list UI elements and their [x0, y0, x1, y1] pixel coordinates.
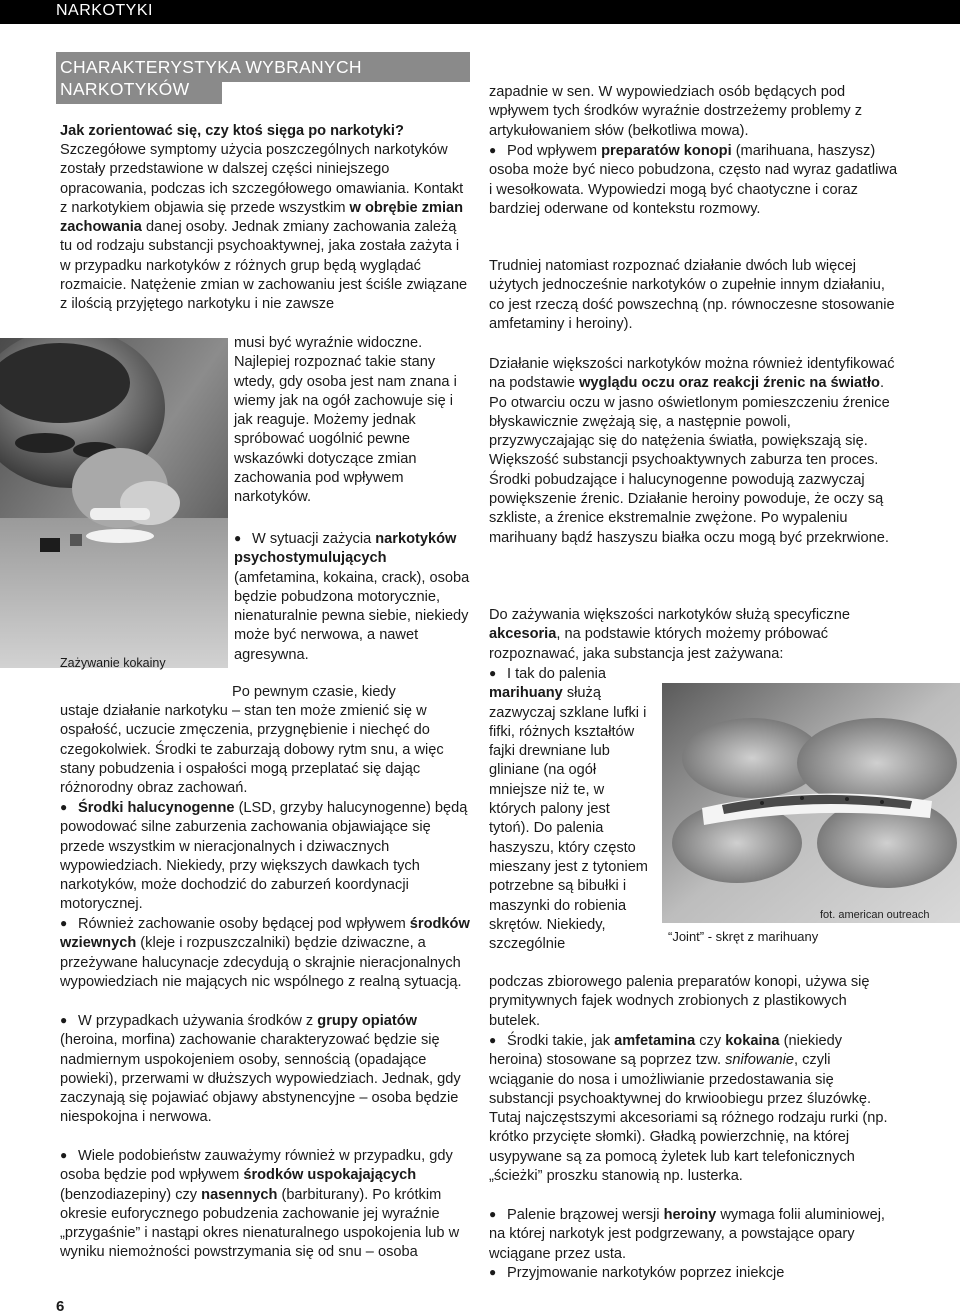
- left-bullet-stimulants: ● W sytuacji zażycia narkotyków psychostymulujących (amfetamina, kokaina, crack), osoba będzie pobudzona motorycznie, nienaturalnie pewna siebie, niekiedy może być nerwowa, a nawet agresywna.: [234, 531, 470, 663]
- left-bullet-inhalants: ● Również zachowanie osoby będącej pod wpływem środków wziewnych (kleje i rozpuszczalniki) będzie dziwaczne, a przeżywane halucynacje zdecydują o skrajnie nieracjonalnych wypowiedziach nie mających nic wspólnego z realną sytuacją.: [60, 916, 470, 990]
- running-header: [0, 0, 960, 24]
- bullet-icon: ●: [489, 1265, 497, 1279]
- left-paragraph-1-continued: musi być wyraźnie widoczne. Najlepiej rozpoznać takie stany wtedy, gdy osoba jest nam znana i wiemy jak na ogół zachowuje się i jak reaguje. Możemy jednak spróbować uogólnić pewne wskazówki dotyczące zmian zachowania pod wpływem narkotyków.: [234, 335, 457, 506]
- bullet-icon: ●: [60, 800, 68, 814]
- left-bullet-hallucinogens: ● Środki halucynogenne (LSD, grzyby halucynogenne) będą powodować silne zaburzenia zachowania objawiające się przede wszystkim w nieracjonalnych i dziwacznych wypowiedziach. Niekiedy, przy większych dawkach tych narkotyków, może dochodzić do zaburzeń koordynacji motorycznej.: [60, 800, 468, 913]
- right-bullet-heroin: ● Palenie brązowej wersji heroiny wymaga folii aluminiowej, na której narkotyk jest podgrzewany, a powstające opary wciągane przez usta.: [489, 1207, 885, 1262]
- right-bullet-injection: ● Przyjmowanie narkotyków poprzez iniekcje: [489, 1265, 785, 1281]
- right-paragraph-2: Trudniej natomiast rozpoznać działanie dwóch lub więcej użytych jednocześnie narkotyków o zupełnie innym działaniu, co jest rzeczą dość powszechną (np. równoczesne stosowanie amfetaminy i heroiny).: [489, 258, 895, 332]
- bullet-icon: ●: [60, 916, 68, 930]
- section-title: CHARAKTERYSTYKA WYBRANYCH NARKOTYKÓW: [60, 57, 362, 99]
- bullet-icon: ●: [489, 1207, 497, 1221]
- left-bullet-stimulants-end: Po pewnym czasie, kiedy: [232, 684, 396, 700]
- right-paragraph-1: zapadnie w sen. W wypowiedziach osób będących pod wpływem tych środków wyraźnie dostrzeżemy problemy z artykułowaniem słów (bełkotliwa mowa).: [489, 84, 863, 139]
- right-paragraph-4: Do zażywania większości narkotyków służą specyficzne akcesoria, na podstawie których możemy próbować rozpoznawać, jaka substancja jest zażywana:: [489, 607, 850, 662]
- right-bullet-cannabis: ● Pod wpływem preparatów konopi (marihuana, haszysz) osoba może być nieco pobudzona, często nad wyraz gadatliwa i wesołkowata. Wypowiedzi mogą być chaotyczne i coraz bardziej oderwane od kontekstu rozmowy.: [489, 143, 898, 217]
- bullet-icon: ●: [489, 143, 497, 157]
- page-number: 6: [56, 1298, 65, 1315]
- bullet-icon: ●: [60, 1013, 68, 1027]
- left-paragraph-1: Szczegółowe symptomy użycia poszczególnych narkotyków zostały przedstawione w dalszej części niniejszego opracowania, podczas ich szczegółowego omawiania. Kontakt z narkotykiem objawia się przede wszystkim w obrębie zmian zachowania danej osoby. Jednak zmiany zachowania zależą tu od rodzaju substancji psychoaktywnej, jaka została zażyta i w przypadku narkotyków z różnych grup będą wyglądać rozmaicie. Natężenie zmian w zachowaniu jest ściśle związane z ilością przyjętego narkotyku i nie zawsze: [60, 142, 468, 313]
- bullet-icon: ●: [234, 531, 242, 545]
- right-bullet-marijuana: ● I tak do palenia marihuany służą zazwyczaj szklane lufki i fifki, różnych kształtów fajki drewniane lub gliniane (na ogół mniejsze niż te, w których palony jest tytoń). Do palenia haszyszu, który często mieszany jest z tytoniem potrzebne są bibułki i maszynki do robienia skrętów. Niekiedy, szczególnie: [489, 666, 648, 953]
- cocaine-use-photo: [0, 338, 228, 668]
- running-header-label: NARKOTYKI: [56, 2, 153, 19]
- bullet-icon: ●: [489, 1033, 497, 1047]
- right-bullet-marijuana-continued: podczas zbiorowego palenia preparatów konopi, używa się prymitywnych fajek wodnych zrobionych z plastikowych butelek.: [489, 974, 870, 1029]
- left-bullet-stimulants-continued: ustaje działanie narkotyku – stan ten może zmienić się w ospałość, uczucie zmęczenia, przygnębienie i niechęć do czegokolwiek. Środki te zaburzają dobowy rytm snu, a więc stany pobudzenia i ospałości mogą przeplatać się dając różnorodny obraz zachowań.: [60, 703, 444, 797]
- joint-photo: [662, 683, 960, 923]
- bullet-icon: ●: [489, 666, 497, 680]
- joint-photo-credit: fot. american outreach: [820, 909, 930, 921]
- left-heading: Jak zorientować się, czy ktoś sięga po narkotyki?: [60, 123, 404, 139]
- right-paragraph-3: Działanie większości narkotyków można również identyfikować na podstawie wyglądu oczu oraz reakcji źrenic na światło. Po otwarciu oczu w jasno oświetlonym pomieszczeniu źrenice błyskawicznie zwężają się, a następnie powoli, przyzwyczajając się do natężenia światła, powiększają się. Większość substancji psychoaktywnych zaburza ten proces. Środki pobudzające i halucynogenne powodują zazwyczaj powiększenie źrenic. Działanie heroiny powoduje, że oczy są szkliste, a źrenice ekstremalnie zwężone. Po wypaleniu marihuany bądź haszyszu białka oczu mogą być przekrwione.: [489, 356, 895, 546]
- right-bullet-snorting: ● Środki takie, jak amfetamina czy kokaina (niekiedy heroina) stosowane są poprzez tzw. snifowanie, czyli wciąganie do nosa i umożliwianie przedostawania się substancji psychoaktywnej do krwioobiegu przez śluzówkę. Tutaj najczęstszymi akcesoriami są różnego rodzaju rurki (np. krótko przycięte słomki). Gładką powierzchnię, na której usypywane są za pomocą żyletek lub kart telefonicznych „ścieżki” proszku stanowią np. lusterka.: [489, 1033, 888, 1185]
- cocaine-photo-caption: Zażywanie kokainy: [60, 656, 166, 670]
- bullet-icon: ●: [60, 1148, 68, 1162]
- left-bullet-sedatives: ● Wiele podobieństw zauważymy również w przypadku, gdy osoba będzie pod wpływem środków uspokajających (benzodiazepiny) czy nasennych (barbiturany). Po krótkim okresie euforycznego pobudzenia zachowanie jej wyraźnie „przygaśnie” i nastąpi okres nienaturalnego uspokojenia lub w wyniku niemożności powstrzymania się od snu – osoba: [60, 1148, 460, 1261]
- joint-photo-caption: “Joint” - skręt z marihuany: [668, 929, 819, 944]
- left-bullet-opiates: ● W przypadkach używania środków z grupy opiatów (heroina, morfina) zachowanie charakteryzować będzie się nadmiernym uspokojeniem osoby, sennością (opadające powieki), przerwami w dłuższych wypowiedziach. Jednak, gdy zaczynają się pojawiać objawy abstynencyjne – osoba będzie niespokojna i nerwowa.: [60, 1013, 461, 1126]
